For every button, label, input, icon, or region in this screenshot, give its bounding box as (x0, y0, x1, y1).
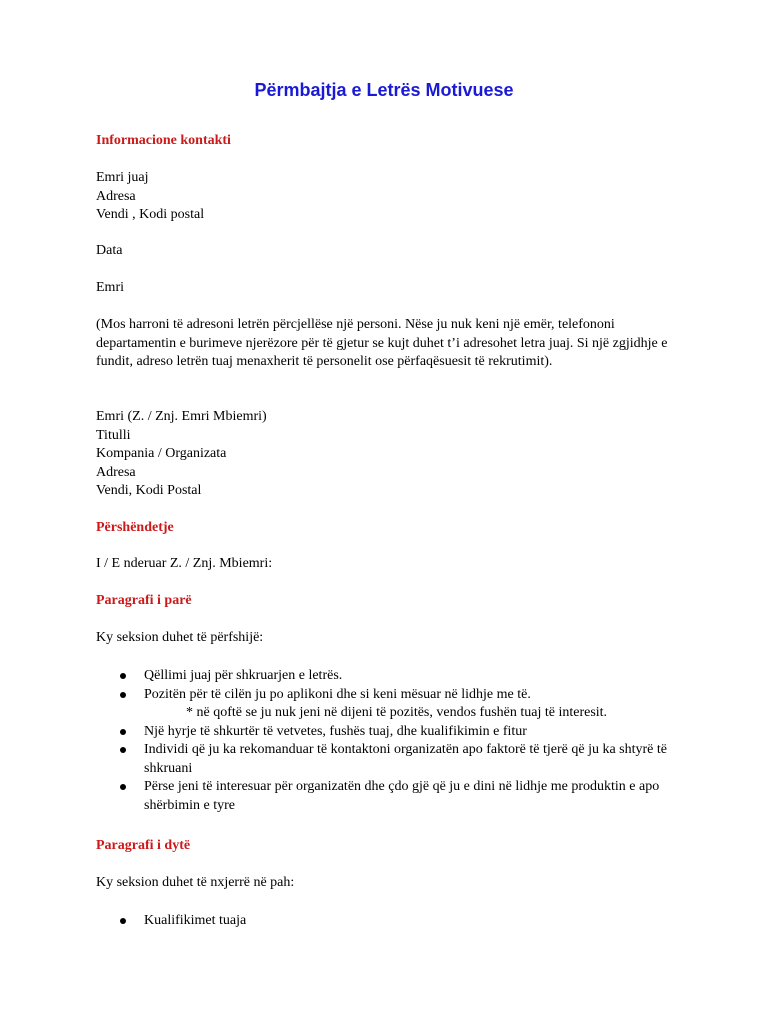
bullet-icon (120, 918, 126, 924)
list-item-text: Përse jeni të interesuar për organizatën dhe çdo gjë që ju e dini në lidhje me produktin e apo shërbimin e tyre (144, 779, 660, 813)
bullet-icon (120, 747, 126, 753)
recipient-title: Titulli (96, 427, 131, 443)
sender-name: Emri juaj (96, 170, 149, 185)
address-note-paragraph: (Mos harroni të adresoni letrën përcjellëse një personi. Nëse ju nuk keni një emër, telefononi departamentin e burimeve njerëzore për të gjetur se kujt duhet t’i adresohet letra juaj. Si një zgjidhje e fundit, adreso letrën tuaj menaxherit të personelit ose përfaqësuesit të rekrutimit). (96, 317, 668, 369)
bullet-icon (120, 692, 126, 698)
list-item (96, 667, 686, 686)
list-item-text: Kualifikimet tuaja (144, 913, 247, 928)
list-item (96, 723, 686, 742)
sender-city-zip: Vendi , Kodi postal (96, 207, 205, 222)
bullet-icon (120, 729, 126, 735)
paragraph2-list (96, 912, 686, 931)
recipient-city-zip: Vendi, Kodi Postal (96, 483, 202, 498)
document-title: Përmbajtja e Letrës Motivuese (254, 80, 514, 100)
list-item-text: Pozitën për të cilën ju po aplikoni dhe si keni mësuar në lidhje me të. (144, 686, 531, 702)
paragraph1-intro: Ky seksion duhet të përfshijë: (96, 630, 264, 645)
list-item-text: Një hyrje të shkurtër të vetvetes, fushës tuaj, dhe kualifikimin e fitur (144, 723, 527, 739)
bullet-icon (120, 673, 126, 679)
list-item (96, 912, 686, 931)
recipient-block (96, 408, 676, 501)
greeting-heading: Përshëndetje (96, 520, 174, 535)
contact-heading: Informacione kontakti (96, 133, 231, 148)
paragraph1-heading: Paragrafi i parë (96, 593, 192, 608)
date-line: Data (96, 243, 123, 258)
list-item (96, 686, 686, 723)
recipient-company: Kompania / Organizata (96, 446, 227, 461)
bullet-icon (120, 784, 126, 790)
list-item-note: * në qoftë se ju nuk jeni në dijeni të pozitës, vendos fushën tuaj të interesit. (186, 705, 608, 720)
list-item-text: Qëllimi juaj për shkruarjen e letrës. (144, 668, 343, 683)
recipient-name-line: Emri (96, 280, 124, 295)
sender-address: Adresa (96, 188, 136, 204)
list-item (96, 778, 686, 815)
paragraph2-intro: Ky seksion duhet të nxjerrë në pah: (96, 875, 295, 890)
list-item (96, 741, 686, 778)
list-item-text: Individi që ju ka rekomanduar të kontaktoni organizatën apo faktorë të tjerë që ju ka shtyrë të shkruani (144, 742, 667, 776)
paragraph2-heading: Paragrafi i dytë (96, 838, 191, 853)
paragraph1-list (96, 667, 686, 815)
recipient-full-name: Emri (Z. / Znj. Emri Mbiemri) (96, 409, 267, 424)
greeting-line: I / E nderuar Z. / Znj. Mbiemri: (96, 556, 273, 571)
recipient-address: Adresa (96, 464, 136, 480)
sender-contact-block (96, 169, 676, 225)
